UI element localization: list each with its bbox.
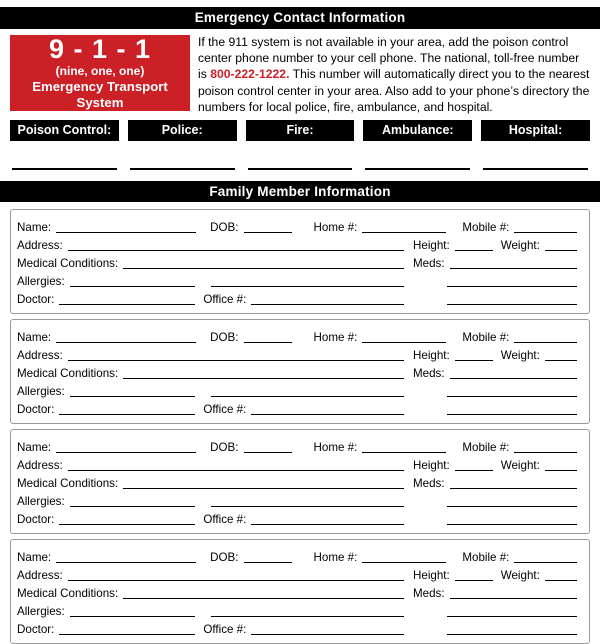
meds-label: Meds: [413,367,445,381]
office-phone-write-line [251,524,404,525]
allergies-write-line-2 [211,396,404,397]
meds-write-line [450,268,577,269]
meds-label: Meds: [413,477,445,491]
mobile-phone-label: Mobile #: [462,331,510,345]
mobile-phone-write-line [514,342,577,343]
medical-conditions-label: Medical Conditions: [17,477,119,491]
allergies-row [17,600,581,618]
name-label: Name: [17,551,52,565]
dob-write-line [244,562,292,563]
doctor-write-line [59,634,195,635]
weight-label: Weight: [500,349,540,363]
meds-write-line-3 [447,524,577,525]
dob-label: DOB: [210,221,239,235]
doctor-row [17,288,581,306]
address-write-line [68,580,404,581]
doctor-write-line [59,414,195,415]
allergies-write-line-2 [211,616,404,617]
address-label: Address: [17,239,63,253]
office-phone-label: Office #: [203,513,247,527]
meds-write-line-3 [447,304,577,305]
name-label: Name: [17,441,52,455]
name-write-line [56,342,196,343]
address-label: Address: [17,569,63,583]
name-row [17,436,581,454]
emergency-number: 9 - 1 - 1 [48,34,152,65]
height-write-line [455,580,493,581]
weight-write-line [545,250,577,251]
medical-conditions-label: Medical Conditions: [17,587,119,601]
home-phone-write-line [362,452,446,453]
name-write-line [56,562,196,563]
allergies-write-line [70,286,195,287]
poison-control-instructions [198,34,590,116]
meds-write-line-2 [447,616,577,617]
height-write-line [455,470,493,471]
allergies-write-line [70,506,195,507]
medical-conditions-row [17,362,581,380]
weight-label: Weight: [500,239,540,253]
height-label: Height: [413,459,450,473]
meds-label: Meds: [413,587,445,601]
meds-write-line-3 [447,414,577,415]
medical-conditions-row [17,252,581,270]
family-member-section-header: Family Member Information [0,181,600,203]
height-label: Height: [413,349,450,363]
medical-conditions-write-line [123,268,404,269]
allergies-row [17,270,581,288]
home-phone-label: Home #: [313,441,358,455]
medical-conditions-row [17,582,581,600]
medical-conditions-label: Medical Conditions: [17,367,119,381]
emergency-contacts-write-lines [10,168,590,170]
office-phone-label: Office #: [203,293,247,307]
doctor-row [17,618,581,636]
poison-control-phone-number: 800-222-1222. [210,67,290,82]
dob-write-line [244,232,292,233]
allergies-row [17,490,581,508]
allergies-write-line [70,616,195,617]
meds-write-line-2 [447,396,577,397]
meds-write-line [450,488,577,489]
family-member-block [10,539,590,644]
family-member-blocks [10,209,590,644]
address-row [17,564,581,582]
doctor-label: Doctor: [17,293,55,307]
office-phone-label: Office #: [203,623,247,637]
home-phone-write-line [362,562,446,563]
allergies-row [17,380,581,398]
home-phone-label: Home #: [313,551,358,565]
address-write-line [68,250,404,251]
doctor-label: Doctor: [17,403,55,417]
office-phone-label: Office #: [203,403,247,417]
mobile-phone-label: Mobile #: [462,221,510,235]
allergies-write-line-2 [211,286,404,287]
medical-conditions-write-line [123,378,404,379]
contact-label-box: Poison Control: [10,120,119,141]
office-phone-write-line [251,304,404,305]
weight-write-line [545,360,577,361]
meds-write-line [450,598,577,599]
name-row [17,216,581,234]
dob-label: DOB: [210,551,239,565]
doctor-write-line [59,524,195,525]
meds-write-line-2 [447,506,577,507]
office-phone-write-line [251,634,404,635]
contact-write-line [483,168,588,170]
name-write-line [56,452,196,453]
mobile-phone-write-line [514,452,577,453]
address-write-line [68,470,404,471]
doctor-label: Doctor: [17,623,55,637]
office-phone-write-line [251,414,404,415]
medical-conditions-row [17,472,581,490]
emergency-911-section [10,35,590,116]
instructions-text-after: This number will automatically direct you to the nearest poison control center in your area. Also add to your phone’s directory the numbers for local police, fire, ambulance, and hospital. [198,67,590,115]
family-member-block [10,209,590,314]
address-label: Address: [17,349,63,363]
contact-label-box: Fire: [246,120,355,141]
height-label: Height: [413,239,450,253]
dob-write-line [244,342,292,343]
height-write-line [455,360,493,361]
height-write-line [455,250,493,251]
contact-label-box: Hospital: [481,120,590,141]
name-row [17,326,581,344]
home-phone-write-line [362,342,446,343]
emergency-contacts-row [10,120,590,141]
address-label: Address: [17,459,63,473]
address-row [17,454,581,472]
meds-write-line-3 [447,634,577,635]
medical-conditions-write-line [123,598,404,599]
medical-conditions-write-line [123,488,404,489]
medical-conditions-label: Medical Conditions: [17,257,119,271]
instructions-text-before: If the 911 system is not available in your area, add the poison control center phone number to your cell phone. The national, toll-free number is [198,34,580,82]
allergies-write-line [70,396,195,397]
name-label: Name: [17,221,52,235]
doctor-label: Doctor: [17,513,55,527]
dob-write-line [244,452,292,453]
home-phone-label: Home #: [313,221,358,235]
doctor-row [17,398,581,416]
weight-write-line [545,470,577,471]
height-label: Height: [413,569,450,583]
dob-label: DOB: [210,441,239,455]
allergies-label: Allergies: [17,495,65,509]
mobile-phone-label: Mobile #: [462,441,510,455]
meds-label: Meds: [413,257,445,271]
doctor-row [17,508,581,526]
mobile-phone-write-line [514,562,577,563]
family-member-block [10,319,590,424]
name-row [17,546,581,564]
weight-label: Weight: [500,459,540,473]
mobile-phone-label: Mobile #: [462,551,510,565]
allergies-label: Allergies: [17,605,65,619]
address-write-line [68,360,404,361]
weight-label: Weight: [500,569,540,583]
contact-write-line [248,168,353,170]
emergency-911-box [10,35,190,111]
address-row [17,344,581,362]
home-phone-write-line [362,232,446,233]
contact-label-box: Ambulance: [363,120,472,141]
allergies-label: Allergies: [17,385,65,399]
dob-label: DOB: [210,331,239,345]
contact-label-box: Police: [128,120,237,141]
doctor-write-line [59,304,195,305]
mobile-phone-write-line [514,232,577,233]
name-write-line [56,232,196,233]
contact-write-line [365,168,470,170]
meds-write-line [450,378,577,379]
meds-write-line-2 [447,286,577,287]
emergency-number-phonetic: (nine, one, one) [55,64,145,79]
emergency-transport-label: Emergency Transport System [32,79,168,110]
contact-write-line [12,168,117,170]
emergency-contact-section-header: Emergency Contact Information [0,7,600,29]
allergies-label: Allergies: [17,275,65,289]
allergies-write-line-2 [211,506,404,507]
name-label: Name: [17,331,52,345]
address-row [17,234,581,252]
weight-write-line [545,580,577,581]
contact-write-line [130,168,235,170]
home-phone-label: Home #: [313,331,358,345]
family-member-block [10,429,590,534]
